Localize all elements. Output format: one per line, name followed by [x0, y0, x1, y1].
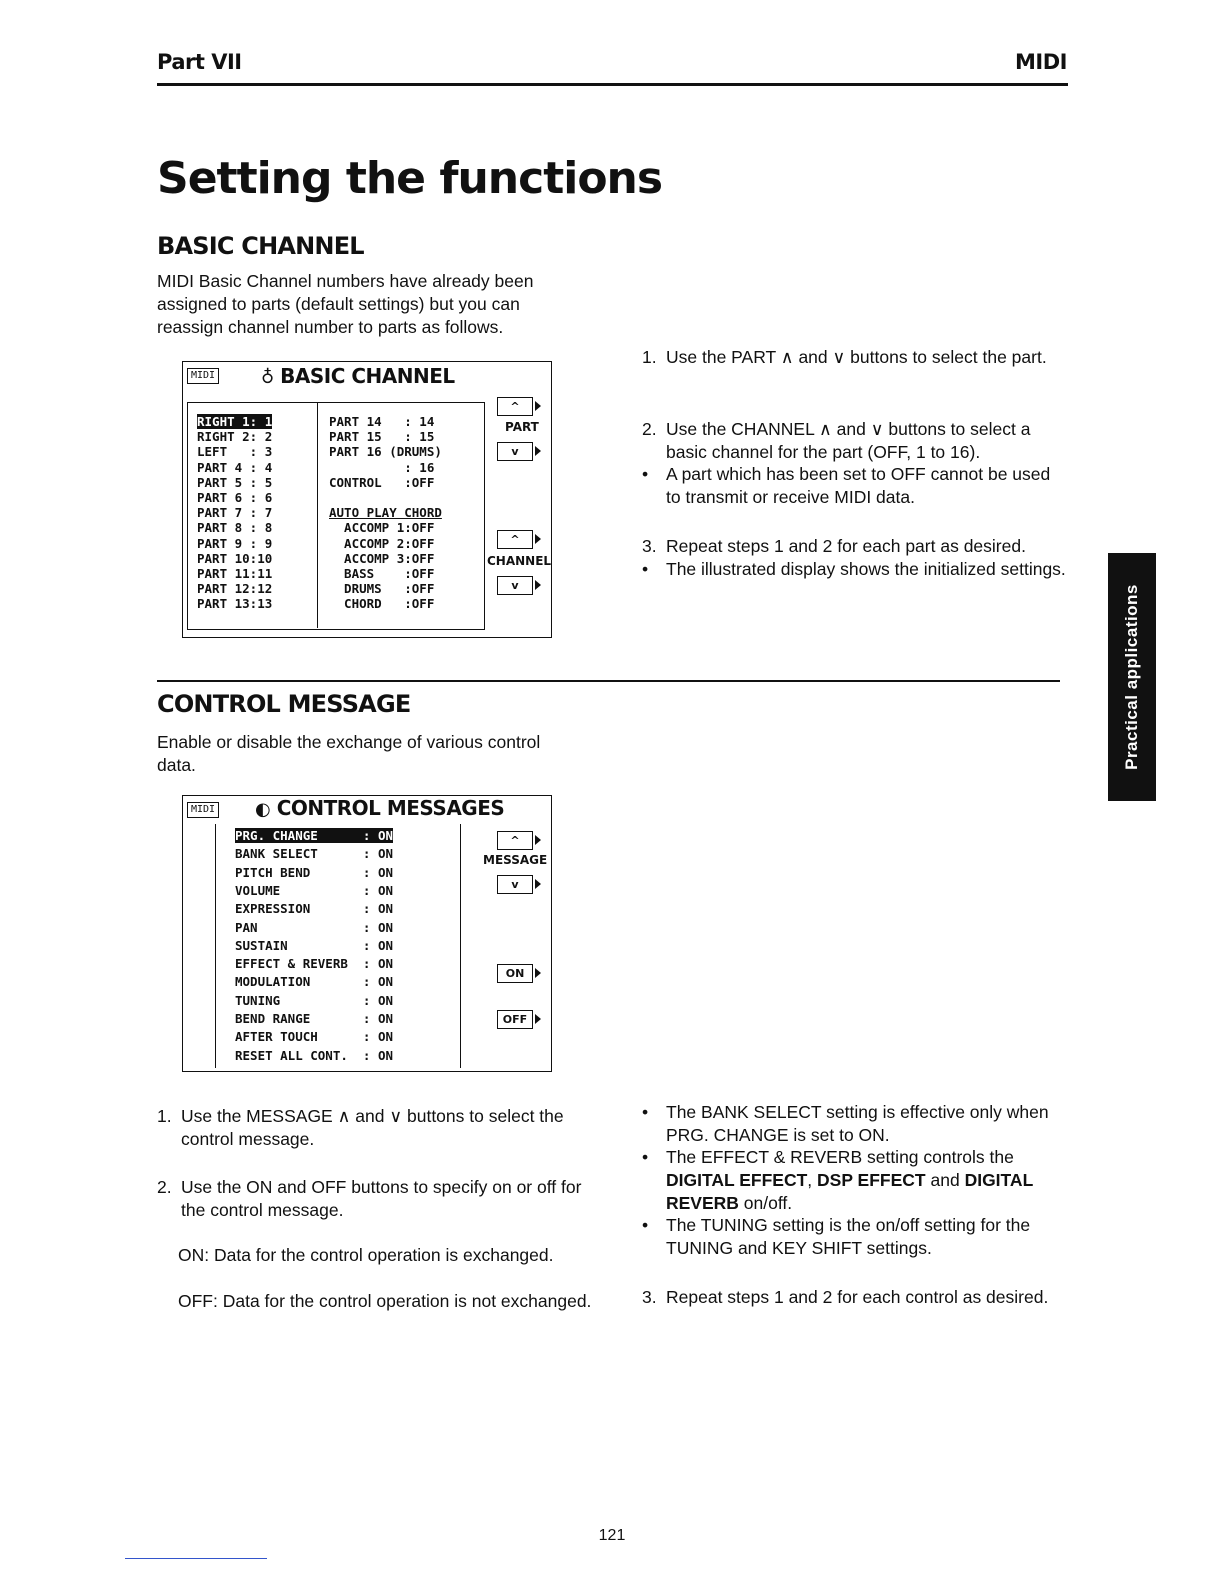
instrument-icon: ♁	[261, 367, 274, 388]
display-row: VOLUME : ON	[235, 882, 394, 898]
display-row: PART 11:11	[197, 566, 273, 581]
part-up-button[interactable]: ^	[497, 397, 533, 416]
message-label: MESSAGE	[483, 853, 548, 867]
display-row: ACCOMP 2:OFF	[329, 535, 435, 551]
on-definition: ON: Data for the control operation is exchanged.	[178, 1245, 554, 1265]
display-row: : 16	[329, 459, 435, 475]
bullet-text	[666, 1146, 1068, 1215]
display-row: SUSTAIN : ON	[235, 937, 394, 953]
step-text: Use the CHANNEL ∧ and ∨ buttons to select a basic channel for the part (OFF, 1 to 16).	[666, 419, 1031, 462]
bullet-dot: •	[642, 1147, 649, 1167]
control-step-2	[157, 1176, 582, 1222]
display-row: LEFT : 3	[197, 444, 273, 460]
bullet-text: The TUNING setting is the on/off setting for the TUNING and KEY SHIFT settings.	[666, 1215, 1031, 1258]
control-step-3	[642, 1286, 1068, 1309]
display-title-text: BASIC CHANNEL	[280, 364, 455, 388]
display-row: PRG. CHANGE : ON	[235, 828, 394, 843]
display-row: BEND RANGE : ON	[235, 1011, 394, 1026]
basic-step-3	[642, 535, 1068, 558]
display-row: PART 14 : 14	[329, 414, 435, 429]
display-row: CHORD :OFF	[329, 596, 435, 612]
side-tab-label: Practical applications	[1122, 584, 1141, 770]
part-label: PART	[505, 420, 539, 434]
table-divider	[317, 402, 318, 628]
display-row: EFFECT & REVERB : ON	[235, 956, 394, 972]
b2-mid: ,	[807, 1170, 818, 1190]
display-row: PART 6 : 6	[197, 490, 273, 505]
step-number: 1.	[157, 1106, 172, 1126]
midi-badge: MIDI	[187, 368, 219, 384]
basic-bullet-2	[642, 558, 1068, 581]
b2-post: on/off.	[738, 1193, 793, 1213]
channel-up-button[interactable]: ^	[497, 530, 533, 549]
step-number: 3.	[642, 1287, 657, 1307]
display-row: BANK SELECT : ON	[235, 846, 394, 862]
basic-intro: MIDI Basic Channel numbers have already been assigned to parts (default settings) but you can reassign channel number to parts as follows.	[157, 271, 534, 337]
page-title: Setting the functions	[157, 153, 663, 204]
display-row: CONTROL :OFF	[329, 474, 435, 490]
display-row: RIGHT 1: 1	[197, 414, 273, 429]
section-rule	[157, 680, 1060, 682]
display-row: BASS :OFF	[329, 566, 435, 581]
display-title-text: CONTROL MESSAGES	[276, 796, 505, 820]
control-bullet-3	[642, 1214, 1068, 1260]
page-number: 121	[598, 1527, 626, 1544]
display-row: PART 4 : 4	[197, 459, 273, 475]
bullet-text: A part which has been set to OFF cannot be used to transmit or receive MIDI data.	[666, 464, 1051, 507]
side-tab	[1108, 553, 1156, 801]
display-row: AFTER TOUCH : ON	[235, 1029, 394, 1045]
message-down-button[interactable]: v	[497, 875, 533, 894]
midi-badge: MIDI	[187, 802, 219, 818]
display-row: RESET ALL CONT. : ON	[235, 1047, 394, 1063]
running-header-right: MIDI	[1015, 50, 1067, 74]
section-heading-basic-channel: BASIC CHANNEL	[157, 232, 364, 260]
display-row: PART 16 (DRUMS)	[329, 444, 442, 460]
b2-and: and	[925, 1170, 965, 1190]
display-row: ACCOMP 3:OFF	[329, 550, 435, 566]
on-button[interactable]: ON	[497, 964, 533, 983]
display-row: PART 13:13	[197, 596, 273, 612]
display-title	[261, 364, 455, 388]
channel-label: CHANNEL	[487, 554, 552, 568]
b2-digital-reverb: DIGITAL REVERB	[666, 1170, 1033, 1213]
b2-digital-effect: DIGITAL EFFECT	[666, 1170, 808, 1190]
display-row: PAN : ON	[235, 919, 394, 935]
display-row: PART 8 : 8	[197, 520, 273, 536]
display-row: RIGHT 2: 2	[197, 429, 273, 445]
header-rule	[157, 83, 1068, 86]
controller-icon: ◐	[255, 799, 271, 820]
display-row: PART 10:10	[197, 550, 273, 566]
display-row: PART 12:12	[197, 581, 273, 597]
display-row: MODULATION : ON	[235, 974, 394, 990]
display-row: PITCH BEND : ON	[235, 864, 394, 880]
bullet-text: The BANK SELECT setting is effective only when PRG. CHANGE is set to ON.	[666, 1102, 1049, 1145]
bullet-dot: •	[642, 559, 649, 579]
control-step-1	[157, 1105, 582, 1151]
step-text: Use the ON and OFF buttons to specify on or off for the control message.	[181, 1177, 582, 1220]
part-down-button[interactable]: v	[497, 442, 533, 461]
step-number: 2.	[642, 419, 657, 439]
display-row: AUTO PLAY CHORD	[329, 505, 442, 521]
section-heading-control-message: CONTROL MESSAGE	[157, 690, 411, 718]
control-messages-display	[182, 795, 552, 1072]
step-text: Use the MESSAGE ∧ and ∨ buttons to select the control message.	[181, 1106, 564, 1149]
footer-rule	[125, 1558, 267, 1559]
step-number: 2.	[157, 1177, 172, 1197]
display-row: PART 5 : 5	[197, 474, 273, 490]
step-text: Repeat steps 1 and 2 for each control as desired.	[666, 1287, 1049, 1307]
bullet-text: The illustrated display shows the initialized settings.	[666, 559, 1066, 579]
step-text: Use the PART ∧ and ∨ buttons to select the part.	[666, 347, 1047, 367]
bullet-dot: •	[642, 1215, 649, 1235]
step-number: 3.	[642, 536, 657, 556]
control-bullet-2	[642, 1146, 1068, 1215]
off-definition: OFF: Data for the control operation is not exchanged.	[178, 1291, 592, 1311]
display-row: DRUMS :OFF	[329, 581, 435, 597]
display-row: PART 7 : 7	[197, 505, 273, 521]
control-intro: Enable or disable the exchange of various control data.	[157, 732, 541, 775]
basic-step-1	[642, 346, 1068, 369]
step-text: Repeat steps 1 and 2 for each part as desired.	[666, 536, 1026, 556]
message-up-button[interactable]: ^	[497, 831, 533, 850]
step-number: 1.	[642, 347, 657, 367]
basic-bullet-1	[642, 463, 1068, 509]
display-title	[255, 796, 504, 820]
off-button[interactable]: OFF	[497, 1010, 533, 1029]
basic-step-2	[642, 418, 1068, 464]
channel-down-button[interactable]: v	[497, 576, 533, 595]
display-row: ACCOMP 1:OFF	[329, 520, 435, 536]
display-row: EXPRESSION : ON	[235, 901, 394, 917]
bullet-dot: •	[642, 1102, 649, 1122]
b2-dsp-effect: DSP EFFECT	[817, 1170, 926, 1190]
bullet-dot: •	[642, 464, 649, 484]
control-bullet-1	[642, 1101, 1068, 1147]
basic-channel-display	[182, 361, 552, 638]
b2-pre: The EFFECT & REVERB setting controls the	[666, 1147, 1014, 1167]
display-row: TUNING : ON	[235, 992, 394, 1008]
display-row: PART 15 : 15	[329, 429, 435, 445]
running-header-left: Part VII	[157, 50, 242, 74]
display-row: PART 9 : 9	[197, 535, 273, 551]
